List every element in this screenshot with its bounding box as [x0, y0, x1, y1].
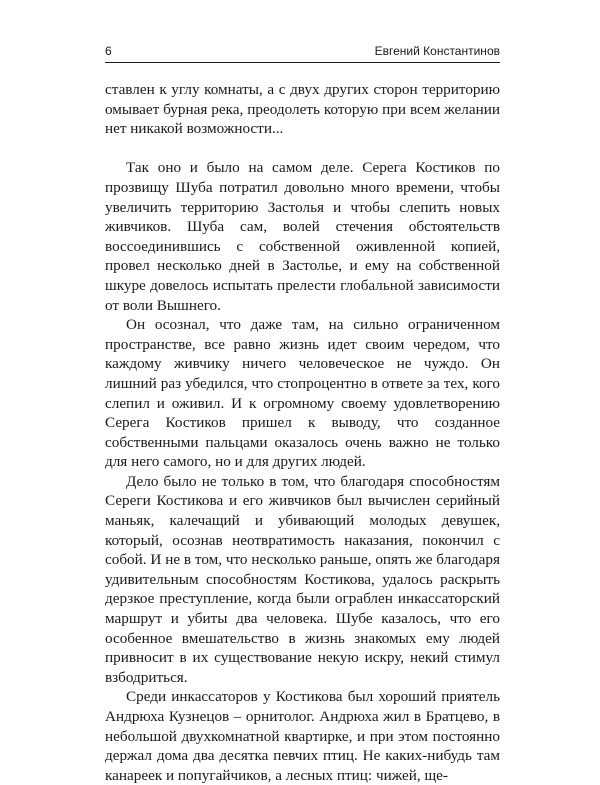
- section-break: [105, 139, 500, 159]
- paragraph: Он осознал, что даже там, на сильно ограниченном пространстве, все равно жизнь идет своим чередом, что каждому живчику ничего человеческое не чуждо. Он лишний раз убедился, что стопроцентно в ответе за тех, кого слепил и оживил. И к огромному своему удовлетворению Серега Костиков пришел к выводу, что созданное собственными пальцами оказалось очень важно не только для него самого, но и для других людей.: [105, 316, 500, 471]
- body-text: [105, 80, 500, 785]
- paragraph: Среди инкассаторов у Костикова был хороший приятель Андрюха Кузнецов – орнитолог. Андрюха жил в Братцево, в небольшой двухкомнатной квартирке, и при этом постоянно держал дома два десятка певчих птиц. Не каких-нибудь там канареек и попугайчиков, а лесных птиц: чижей, ще-: [105, 688, 500, 784]
- paragraph: Так оно и было на самом деле. Серега Костиков по прозвищу Шуба потратил довольно много времени, чтобы увеличить территорию Застолья и чтобы слепить новых живчиков. Шуба сам, волей стечения обстоятельств воссоединившись с собственной оживленной копией, провел несколько дней в Застолье, и ему на собственной шкуре довелось испытать прелести глобальной зависимости от воли Вышнего.: [105, 159, 500, 314]
- page-number: 6: [105, 44, 112, 58]
- running-title: Евгений Константинов: [374, 44, 500, 58]
- running-head: [105, 40, 500, 62]
- paragraph-continuation: ставлен к углу комнаты, а с двух других сторон территорию омывает бурная река, преодолеть которую при всем желании нет никакой возможности...: [105, 81, 500, 138]
- header-rule: [105, 62, 500, 63]
- paragraph: Дело было не только в том, что благодаря способностям Сереги Костикова и его живчиков был вычислен серийный маньяк, калечащий и убивающий молодых девушек, который, осознав неотвратимость наказания, покончил с собой. И не в том, что несколько раньше, опять же благодаря удивительным способностям Костикова, удалось раскрыть дерзкое преступление, когда были ограблен инкассаторский маршрут и убиты два человека. Шубе казалось, что его особенное вмешательство в жизнь знакомых ему людей привносит в их существование некую искру, некий стимул взбодриться.: [105, 472, 500, 686]
